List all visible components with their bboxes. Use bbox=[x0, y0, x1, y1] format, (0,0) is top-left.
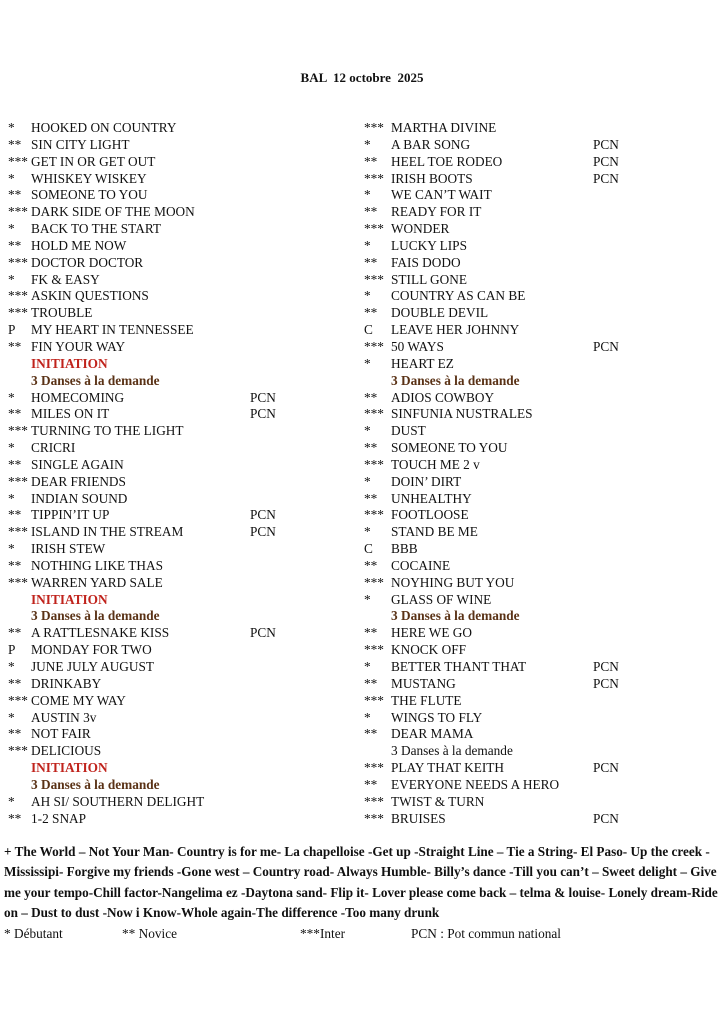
dance-row bbox=[358, 272, 724, 289]
dance-name: DELICIOUS bbox=[31, 743, 102, 759]
level-marker: ** bbox=[8, 237, 22, 253]
legend-novice: ** Novice bbox=[122, 926, 178, 941]
section-label-text: 3 Danses à la demande bbox=[391, 608, 520, 624]
dance-name: DEAR MAMA bbox=[391, 726, 474, 742]
dance-row bbox=[358, 659, 724, 676]
dance-row bbox=[358, 642, 724, 659]
level-marker: ** bbox=[8, 136, 22, 152]
dance-row bbox=[358, 406, 724, 423]
level-marker: * bbox=[364, 136, 371, 152]
level-marker: * bbox=[364, 355, 371, 371]
dance-row bbox=[358, 541, 724, 558]
level-marker: *** bbox=[364, 507, 384, 523]
dance-row bbox=[358, 575, 724, 592]
dance-row bbox=[0, 423, 358, 440]
dance-name: STILL GONE bbox=[391, 271, 467, 287]
dance-name: DOCTOR DOCTOR bbox=[31, 254, 144, 270]
level-marker: ** bbox=[364, 776, 378, 792]
dance-name: FIN YOUR WAY bbox=[31, 338, 126, 354]
dance-name: CRICRI bbox=[31, 440, 76, 456]
level-marker: *** bbox=[8, 423, 28, 439]
dance-name: BRUISES bbox=[391, 810, 446, 826]
dance-name: HEART EZ bbox=[391, 355, 454, 371]
dance-name: ADIOS COWBOY bbox=[391, 389, 495, 405]
dance-row bbox=[0, 474, 358, 491]
pcn-badge: PCN bbox=[593, 659, 619, 674]
dance-row bbox=[358, 137, 724, 154]
dance-name: A RATTLESNAKE KISS bbox=[31, 625, 170, 641]
section-label-text: 3 Danses à la demande bbox=[391, 372, 520, 388]
dance-row bbox=[358, 474, 724, 491]
dance-name: ASKIN QUESTIONS bbox=[31, 288, 149, 304]
level-marker: ** bbox=[8, 338, 22, 354]
level-marker: * bbox=[8, 389, 15, 405]
level-marker: * bbox=[364, 187, 371, 203]
dance-name: DARK SIDE OF THE MOON bbox=[31, 204, 195, 220]
pcn-badge: PCN bbox=[593, 675, 619, 691]
level-marker: ** bbox=[364, 153, 378, 169]
dance-name: HOMECOMING bbox=[31, 389, 125, 405]
level-marker: * bbox=[364, 423, 371, 439]
level-marker: * bbox=[364, 237, 371, 253]
level-marker: ** bbox=[364, 204, 378, 220]
dance-row bbox=[358, 457, 724, 474]
page-title: BAL 12 octobre 2025 bbox=[300, 70, 424, 85]
dance-name: MARTHA DIVINE bbox=[391, 120, 497, 135]
level-marker: *** bbox=[8, 743, 28, 759]
dance-row bbox=[0, 575, 358, 592]
dance-name: JUNE JULY AUGUST bbox=[31, 659, 155, 674]
dance-row bbox=[358, 120, 724, 137]
initiation-label bbox=[0, 356, 358, 373]
dance-name: MONDAY FOR TWO bbox=[31, 642, 152, 658]
dance-row bbox=[0, 541, 358, 558]
dance-row bbox=[358, 204, 724, 221]
level-marker: ** bbox=[8, 507, 22, 523]
dance-name: TROUBLE bbox=[31, 305, 93, 321]
dance-name: TOUCH ME 2 v bbox=[391, 456, 480, 472]
dance-row bbox=[358, 726, 724, 743]
dance-row bbox=[358, 339, 724, 356]
level-marker: ** bbox=[364, 625, 378, 641]
dance-name: INDIAN SOUND bbox=[31, 490, 128, 506]
pcn-badge: PCN bbox=[593, 153, 619, 169]
pcn-badge: PCN bbox=[250, 389, 276, 405]
dance-name: DEAR FRIENDS bbox=[31, 473, 126, 489]
level-marker: *** bbox=[364, 574, 384, 590]
level-marker: * bbox=[8, 541, 15, 557]
dance-row bbox=[358, 423, 724, 440]
dance-row bbox=[0, 457, 358, 474]
dance-name: KNOCK OFF bbox=[391, 642, 466, 658]
dance-name: FOOTLOOSE bbox=[391, 507, 469, 523]
level-marker: * bbox=[364, 591, 371, 607]
level-marker: ** bbox=[8, 675, 22, 691]
dance-row bbox=[0, 743, 358, 760]
dance-row bbox=[358, 710, 724, 727]
dance-name: GET IN OR GET OUT bbox=[31, 153, 156, 169]
dance-name: WHISKEY WISKEY bbox=[31, 170, 147, 186]
level-marker: *** bbox=[8, 574, 28, 590]
dance-name: TURNING TO THE LIGHT bbox=[31, 423, 184, 439]
dance-name: COUNTRY AS CAN BE bbox=[391, 288, 526, 304]
dance-row bbox=[358, 524, 724, 541]
section-label bbox=[358, 373, 724, 390]
initiation-label bbox=[0, 760, 358, 777]
dance-row bbox=[0, 491, 358, 508]
dance-row bbox=[0, 288, 358, 305]
level-marker: * bbox=[8, 170, 15, 186]
dance-row bbox=[0, 507, 358, 524]
dance-name: A BAR SONG bbox=[391, 136, 471, 152]
level-marker: C bbox=[364, 541, 373, 557]
dance-row bbox=[358, 255, 724, 272]
dance-name: HEEL TOE RODEO bbox=[391, 153, 503, 169]
level-marker: *** bbox=[364, 120, 384, 135]
dance-row bbox=[0, 558, 358, 575]
dance-row bbox=[0, 255, 358, 272]
section-label-text: INITIATION bbox=[31, 591, 108, 607]
section-label bbox=[358, 608, 724, 625]
dance-name: THE FLUTE bbox=[391, 692, 462, 708]
level-marker: ** bbox=[8, 187, 22, 203]
pcn-badge: PCN bbox=[593, 810, 619, 826]
left-dance-list bbox=[0, 120, 358, 827]
dance-name: SINFUNIA NUSTRALES bbox=[391, 406, 533, 422]
dance-row bbox=[0, 676, 358, 693]
level-marker: * bbox=[364, 659, 371, 674]
dance-name: FAIS DODO bbox=[391, 254, 461, 270]
level-marker: *** bbox=[364, 271, 384, 287]
level-marker: ** bbox=[8, 557, 22, 573]
dance-name: DUST bbox=[391, 423, 426, 439]
dance-name: LUCKY LIPS bbox=[391, 237, 467, 253]
dance-name: MY HEART IN TENNESSEE bbox=[31, 322, 194, 338]
dance-row bbox=[0, 390, 358, 407]
dance-row bbox=[358, 558, 724, 575]
dance-row bbox=[358, 154, 724, 171]
level-marker: C bbox=[364, 322, 373, 338]
dance-row bbox=[0, 154, 358, 171]
level-marker: ** bbox=[364, 557, 378, 573]
level-marker: ** bbox=[364, 726, 378, 742]
pcn-badge: PCN bbox=[593, 760, 619, 776]
dance-row bbox=[0, 187, 358, 204]
level-marker: ** bbox=[364, 254, 378, 270]
dance-name: UNHEALTHY bbox=[391, 490, 472, 506]
dance-name: IRISH BOOTS bbox=[391, 170, 473, 186]
dance-row bbox=[358, 356, 724, 373]
dance-row bbox=[0, 339, 358, 356]
dance-name: PLAY THAT KEITH bbox=[391, 760, 505, 776]
dance-name: FK & EASY bbox=[31, 271, 100, 287]
dance-name: 50 WAYS bbox=[391, 338, 444, 354]
dance-name: WINGS TO FLY bbox=[391, 709, 483, 725]
right-dance-list bbox=[358, 120, 724, 827]
dance-name: TWIST & TURN bbox=[391, 793, 485, 809]
dance-name: GLASS OF WINE bbox=[391, 591, 492, 607]
pcn-badge: PCN bbox=[593, 170, 619, 186]
dance-name: HOOKED ON COUNTRY bbox=[31, 120, 177, 135]
level-marker: ** bbox=[364, 440, 378, 456]
dance-row bbox=[358, 693, 724, 710]
level-marker: * bbox=[8, 221, 15, 237]
pcn-badge: PCN bbox=[250, 406, 276, 422]
dance-name: TIPPIN’IT UP bbox=[31, 507, 110, 523]
dance-row bbox=[358, 592, 724, 609]
dance-row bbox=[0, 625, 358, 642]
dance-name: STAND BE ME bbox=[391, 524, 478, 540]
level-marker: *** bbox=[8, 692, 28, 708]
dance-row bbox=[0, 693, 358, 710]
dance-row bbox=[358, 491, 724, 508]
level-marker: ** bbox=[8, 810, 22, 826]
level-marker: *** bbox=[8, 473, 28, 489]
dance-row bbox=[358, 625, 724, 642]
level-marker: * bbox=[8, 709, 15, 725]
dance-row bbox=[0, 305, 358, 322]
dance-name: EVERYONE NEEDS A HERO bbox=[391, 776, 560, 792]
level-marker: ** bbox=[8, 625, 22, 641]
dance-name: COCAINE bbox=[391, 557, 451, 573]
level-marker: *** bbox=[364, 810, 384, 826]
dance-name: SOMEONE TO YOU bbox=[31, 187, 148, 203]
dance-name: SIN CITY LIGHT bbox=[31, 136, 130, 152]
dance-row bbox=[0, 440, 358, 457]
level-marker: ** bbox=[364, 490, 378, 506]
dance-row bbox=[0, 221, 358, 238]
dance-row bbox=[0, 794, 358, 811]
level-marker: *** bbox=[8, 153, 28, 169]
dance-name: 1-2 SNAP bbox=[31, 810, 87, 826]
dance-row bbox=[0, 322, 358, 339]
dance-row bbox=[0, 811, 358, 828]
level-marker: * bbox=[8, 440, 15, 456]
level-marker: *** bbox=[364, 338, 384, 354]
dance-name: BACK TO THE START bbox=[31, 221, 162, 237]
section-label-text: INITIATION bbox=[31, 355, 108, 371]
dance-row bbox=[0, 710, 358, 727]
section-label-text: 3 Danses à la demande bbox=[31, 608, 160, 624]
dance-row bbox=[358, 390, 724, 407]
level-marker: ** bbox=[8, 726, 22, 742]
level-marker: * bbox=[364, 473, 371, 489]
dance-row bbox=[358, 305, 724, 322]
dance-name: SINGLE AGAIN bbox=[31, 456, 124, 472]
dance-name: SOMEONE TO YOU bbox=[391, 440, 508, 456]
dance-name: WE CAN’T WAIT bbox=[391, 187, 492, 203]
section-label-text: INITIATION bbox=[31, 760, 108, 776]
level-marker: ** bbox=[364, 389, 378, 405]
level-marker: *** bbox=[364, 793, 384, 809]
section-label-text: 3 Danses à la demande bbox=[31, 776, 160, 792]
level-marker: * bbox=[8, 120, 15, 135]
dance-row bbox=[0, 204, 358, 221]
dance-name: DOIN’ DIRT bbox=[391, 473, 462, 489]
dance-name: NOTHING LIKE THAS bbox=[31, 557, 163, 573]
level-marker: *** bbox=[364, 406, 384, 422]
extra-dances-paragraph: + The World – Not Your Man- Country is for me- La chapelloise -Get up -Straight Line – Tie a String- El Paso- Up the creek -Mississipi- Forgive my friends -Gone west – Country road- Always Humble- Billy’s dance -Till you can’t – Sweet delight – Give me your tempo-Chill factor-Nangelima ez -Daytona sand- Flip it- Lover please come back – telma & louise- Lonely dream-Ride on – Dust to dust -Now i Know-Whole again-The difference -Too many drunk bbox=[4, 844, 718, 921]
dance-row bbox=[0, 137, 358, 154]
dance-row bbox=[0, 238, 358, 255]
dance-name: COME MY WAY bbox=[31, 692, 126, 708]
legend-inter: ***Inter bbox=[300, 926, 346, 941]
level-marker: *** bbox=[364, 221, 384, 237]
legend-pcn: PCN : Pot commun national bbox=[411, 926, 561, 941]
level-marker: *** bbox=[8, 288, 28, 304]
dance-name: MILES ON IT bbox=[31, 406, 110, 422]
dance-row bbox=[0, 171, 358, 188]
dance-row bbox=[0, 120, 358, 137]
dance-name: HERE WE GO bbox=[391, 625, 473, 641]
level-marker: *** bbox=[364, 456, 384, 472]
dance-row bbox=[358, 507, 724, 524]
pcn-badge: PCN bbox=[250, 524, 276, 540]
dance-name: AUSTIN 3v bbox=[31, 709, 97, 725]
dance-name: NOYHING BUT YOU bbox=[391, 574, 515, 590]
dance-row bbox=[358, 676, 724, 693]
level-marker: ** bbox=[364, 675, 378, 691]
dance-row bbox=[358, 760, 724, 777]
pcn-badge: PCN bbox=[250, 625, 276, 641]
dance-row bbox=[358, 322, 724, 339]
dance-row bbox=[358, 811, 724, 828]
dance-row bbox=[358, 221, 724, 238]
dance-name: WONDER bbox=[391, 221, 450, 237]
section-label-text: 3 Danses à la demande bbox=[391, 743, 513, 759]
level-marker: * bbox=[8, 659, 15, 674]
initiation-label bbox=[0, 592, 358, 609]
level-marker: *** bbox=[8, 524, 28, 540]
level-marker: ** bbox=[364, 305, 378, 321]
dance-row bbox=[0, 272, 358, 289]
level-marker: *** bbox=[364, 692, 384, 708]
legend-debutant: * Débutant bbox=[4, 926, 63, 941]
dance-name: HOLD ME NOW bbox=[31, 237, 127, 253]
dance-name: BETTER THANT THAT bbox=[391, 659, 527, 674]
dance-row bbox=[0, 659, 358, 676]
dance-name: READY FOR IT bbox=[391, 204, 482, 220]
section-label bbox=[0, 608, 358, 625]
dance-name: MUSTANG bbox=[391, 675, 456, 691]
pcn-badge: PCN bbox=[593, 136, 619, 152]
level-marker: *** bbox=[364, 642, 384, 658]
dance-row bbox=[0, 524, 358, 541]
section-label bbox=[0, 777, 358, 794]
dance-name: ISLAND IN THE STREAM bbox=[31, 524, 184, 540]
level-marker: *** bbox=[364, 760, 384, 776]
level-marker: * bbox=[364, 709, 371, 725]
dance-row bbox=[0, 642, 358, 659]
level-marker: * bbox=[8, 271, 15, 287]
section-label bbox=[358, 743, 724, 760]
dance-row bbox=[0, 406, 358, 423]
dance-name: BBB bbox=[391, 541, 418, 557]
dance-name: WARREN YARD SALE bbox=[31, 574, 163, 590]
pcn-badge: PCN bbox=[250, 507, 276, 523]
dance-row bbox=[358, 238, 724, 255]
level-marker: * bbox=[364, 288, 371, 304]
section-label-text: 3 Danses à la demande bbox=[31, 372, 160, 388]
level-marker: * bbox=[8, 490, 15, 506]
level-marker: *** bbox=[8, 254, 28, 270]
dance-row bbox=[358, 777, 724, 794]
level-marker: P bbox=[8, 322, 16, 338]
dance-row bbox=[358, 794, 724, 811]
dance-row bbox=[358, 440, 724, 457]
dance-name: NOT FAIR bbox=[31, 726, 91, 742]
level-marker: *** bbox=[8, 204, 28, 220]
dance-name: DRINKABY bbox=[31, 675, 102, 691]
level-marker: P bbox=[8, 642, 16, 658]
level-marker: ** bbox=[8, 406, 22, 422]
level-marker: ** bbox=[8, 456, 22, 472]
level-marker: * bbox=[364, 524, 371, 540]
dance-name: AH SI/ SOUTHERN DELIGHT bbox=[31, 793, 205, 809]
level-marker: * bbox=[8, 793, 15, 809]
pcn-badge: PCN bbox=[593, 338, 619, 354]
dance-row bbox=[358, 288, 724, 305]
section-label bbox=[0, 373, 358, 390]
level-marker: *** bbox=[364, 170, 384, 186]
dance-name: IRISH STEW bbox=[31, 541, 106, 557]
dance-row bbox=[358, 171, 724, 188]
dance-name: LEAVE HER JOHNNY bbox=[391, 322, 520, 338]
dance-row bbox=[0, 726, 358, 743]
level-marker: *** bbox=[8, 305, 28, 321]
dance-row bbox=[358, 187, 724, 204]
dance-name: DOUBLE DEVIL bbox=[391, 305, 489, 321]
